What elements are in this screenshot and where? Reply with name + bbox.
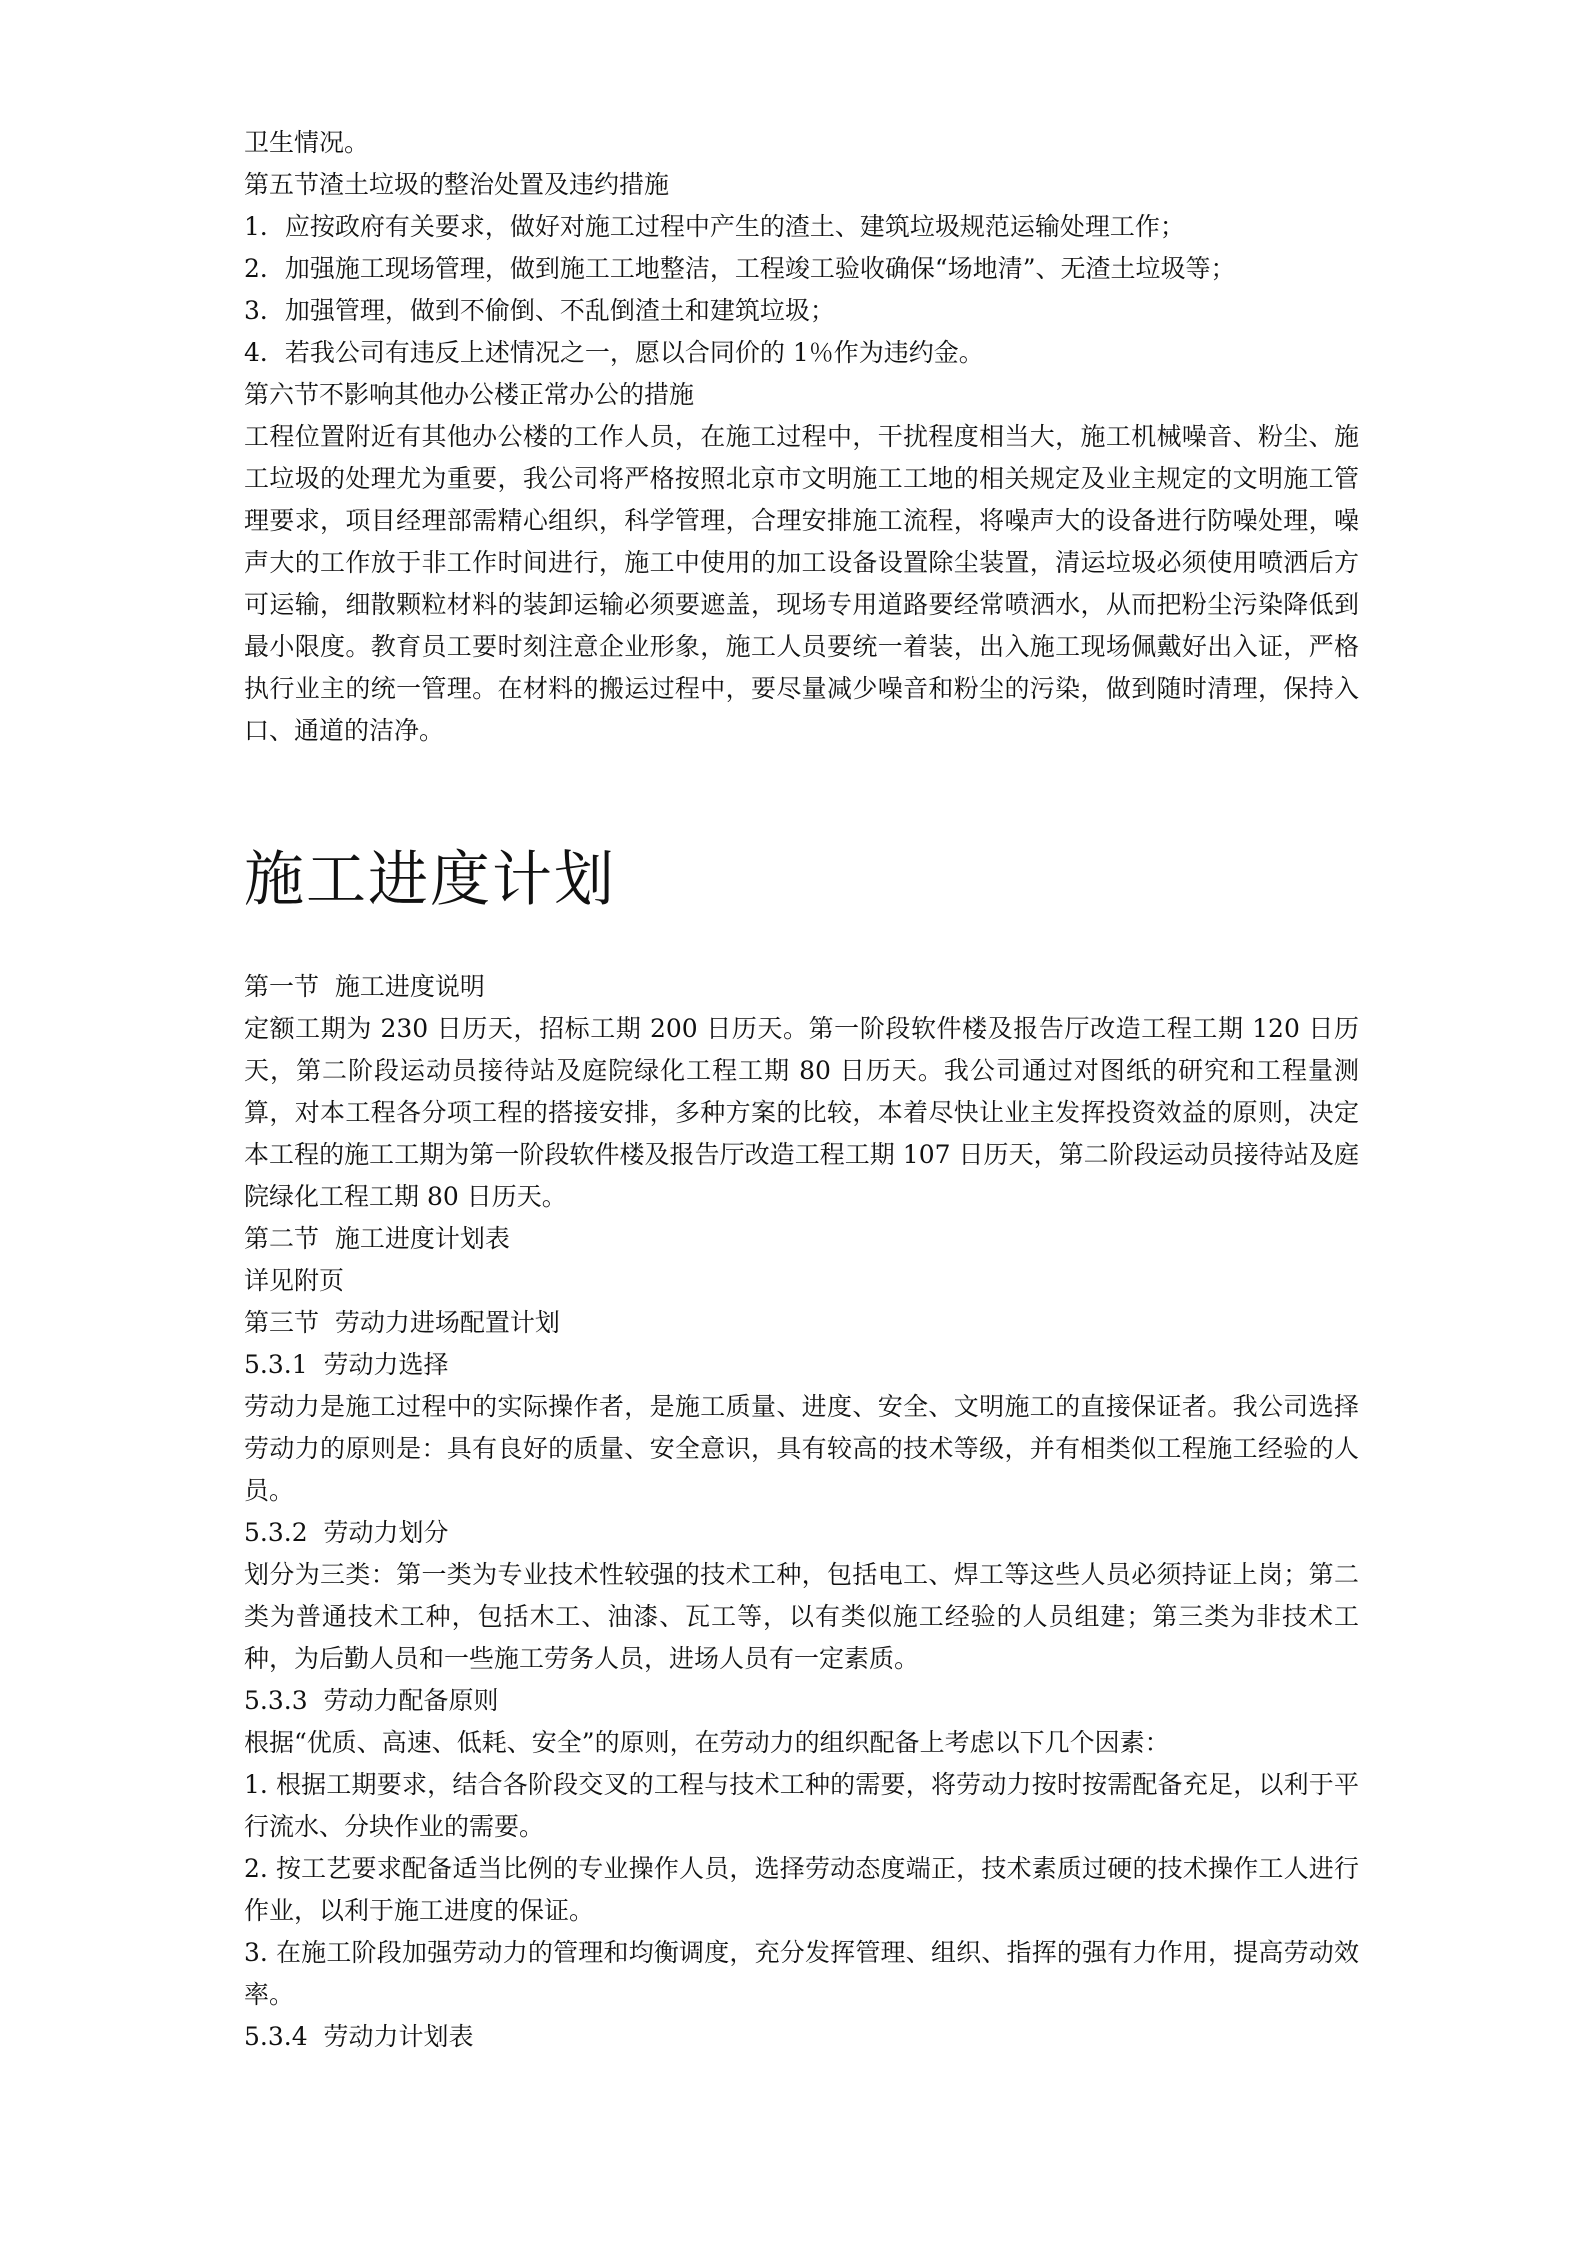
document-page [244, 122, 1359, 2058]
section3-heading: 第三节 劳动力进场配置计划 [244, 1308, 560, 1337]
subsection-534-heading: 5.3.4 劳动力计划表 [244, 2022, 474, 2051]
section6-heading: 第六节不影响其他办公楼正常办公的措施 [244, 380, 695, 409]
subsection-531-body: 劳动力是施工过程中的实际操作者，是施工质量、进度、安全、文明施工的直接保证者。我公司选择劳动力的原则是：具有良好的质量、安全意识，具有较高的技术等级，并有相类似工程施工经验的人员。 [244, 1392, 1359, 1505]
section2-heading: 第二节 施工进度计划表 [244, 1224, 510, 1253]
section5-item-2: 2．加强施工现场管理，做到施工工地整洁，工程竣工验收确保“场地清”、无渣土垃圾等； [244, 254, 1236, 283]
section1-body: 定额工期为 230 日历天，招标工期 200 日历天。第一阶段软件楼及报告厅改造工程工期 120 日历天，第二阶段运动员接待站及庭院绿化工程工期 80 日历天。我公司通过对图纸的研究和工程量测算，对本工程各分项工程的搭接安排，多种方案的比较，本着尽快让业主发挥投资效益的原则，决定本工程的施工工期为第一阶段软件楼及报告厅改造工程工期 107 日历天，第二阶段运动员接待站及庭院绿化工程工期 80 日历天。 [244, 1014, 1359, 1211]
section5-item-1: 1．应按政府有关要求，做好对施工过程中产生的渣土、建筑垃圾规范运输处理工作； [244, 212, 1185, 241]
section2-body: 详见附页 [244, 1266, 345, 1295]
section5-heading: 第五节渣土垃圾的整治处置及违约措施 [244, 170, 670, 199]
subsection-533-intro: 根据“优质、高速、低耗、安全”的原则，在劳动力的组织配备上考虑以下几个因素： [244, 1728, 1170, 1757]
section5-item-3: 3．加强管理，做到不偷倒、不乱倒渣土和建筑垃圾； [244, 296, 835, 325]
section6-body: 工程位置附近有其他办公楼的工作人员，在施工过程中，干扰程度相当大，施工机械噪音、粉尘、施工垃圾的处理尤为重要，我公司将严格按照北京市文明施工工地的相关规定及业主规定的文明施工管理要求，项目经理部需精心组织，科学管理，合理安排施工流程，将噪声大的设备进行防噪处理，噪声大的工作放于非工作时间进行，施工中使用的加工设备设置除尘装置，清运垃圾必须使用喷洒后方可运输，细散颗粒材料的装卸运输必须要遮盖，现场专用道路要经常喷洒水，从而把粉尘污染降低到最小限度。教育员工要时刻注意企业形象，施工人员要统一着装，出入施工现场佩戴好出入证，严格执行业主的统一管理。在材料的搬运过程中，要尽量减少噪音和粉尘的污染，做到随时清理，保持入口、通道的洁净。 [244, 422, 1359, 745]
subsection-531-heading: 5.3.1 劳动力选择 [244, 1350, 449, 1379]
subsection-533-heading: 5.3.3 劳动力配备原则 [244, 1686, 499, 1715]
continued-line: 卫生情况。 [244, 128, 370, 157]
subsection-533-item-3: 3. 在施工阶段加强劳动力的管理和均衡调度，充分发挥管理、组织、指挥的强有力作用，提高劳动效率。 [244, 1938, 1359, 2009]
section1-heading: 第一节 施工进度说明 [244, 972, 485, 1001]
chapter-title: 施工进度计划 [244, 845, 616, 915]
subsection-533-item-1: 1. 根据工期要求，结合各阶段交叉的工程与技术工种的需要，将劳动力按时按需配备充足，以利于平行流水、分块作业的需要。 [244, 1770, 1359, 1841]
section5-item-4: 4．若我公司有违反上述情况之一，愿以合同价的 1％作为违约金。 [244, 338, 984, 367]
subsection-532-heading: 5.3.2 劳动力划分 [244, 1518, 449, 1547]
subsection-533-item-2: 2. 按工艺要求配备适当比例的专业操作人员，选择劳动态度端正，技术素质过硬的技术操作工人进行作业，以利于施工进度的保证。 [244, 1854, 1359, 1925]
subsection-532-body: 划分为三类：第一类为专业技术性较强的技术工种，包括电工、焊工等这些人员必须持证上岗；第二类为普通技术工种，包括木工、油漆、瓦工等，以有类似施工经验的人员组建；第三类为非技术工种，为后勤人员和一些施工劳务人员，进场人员有一定素质。 [244, 1560, 1359, 1673]
